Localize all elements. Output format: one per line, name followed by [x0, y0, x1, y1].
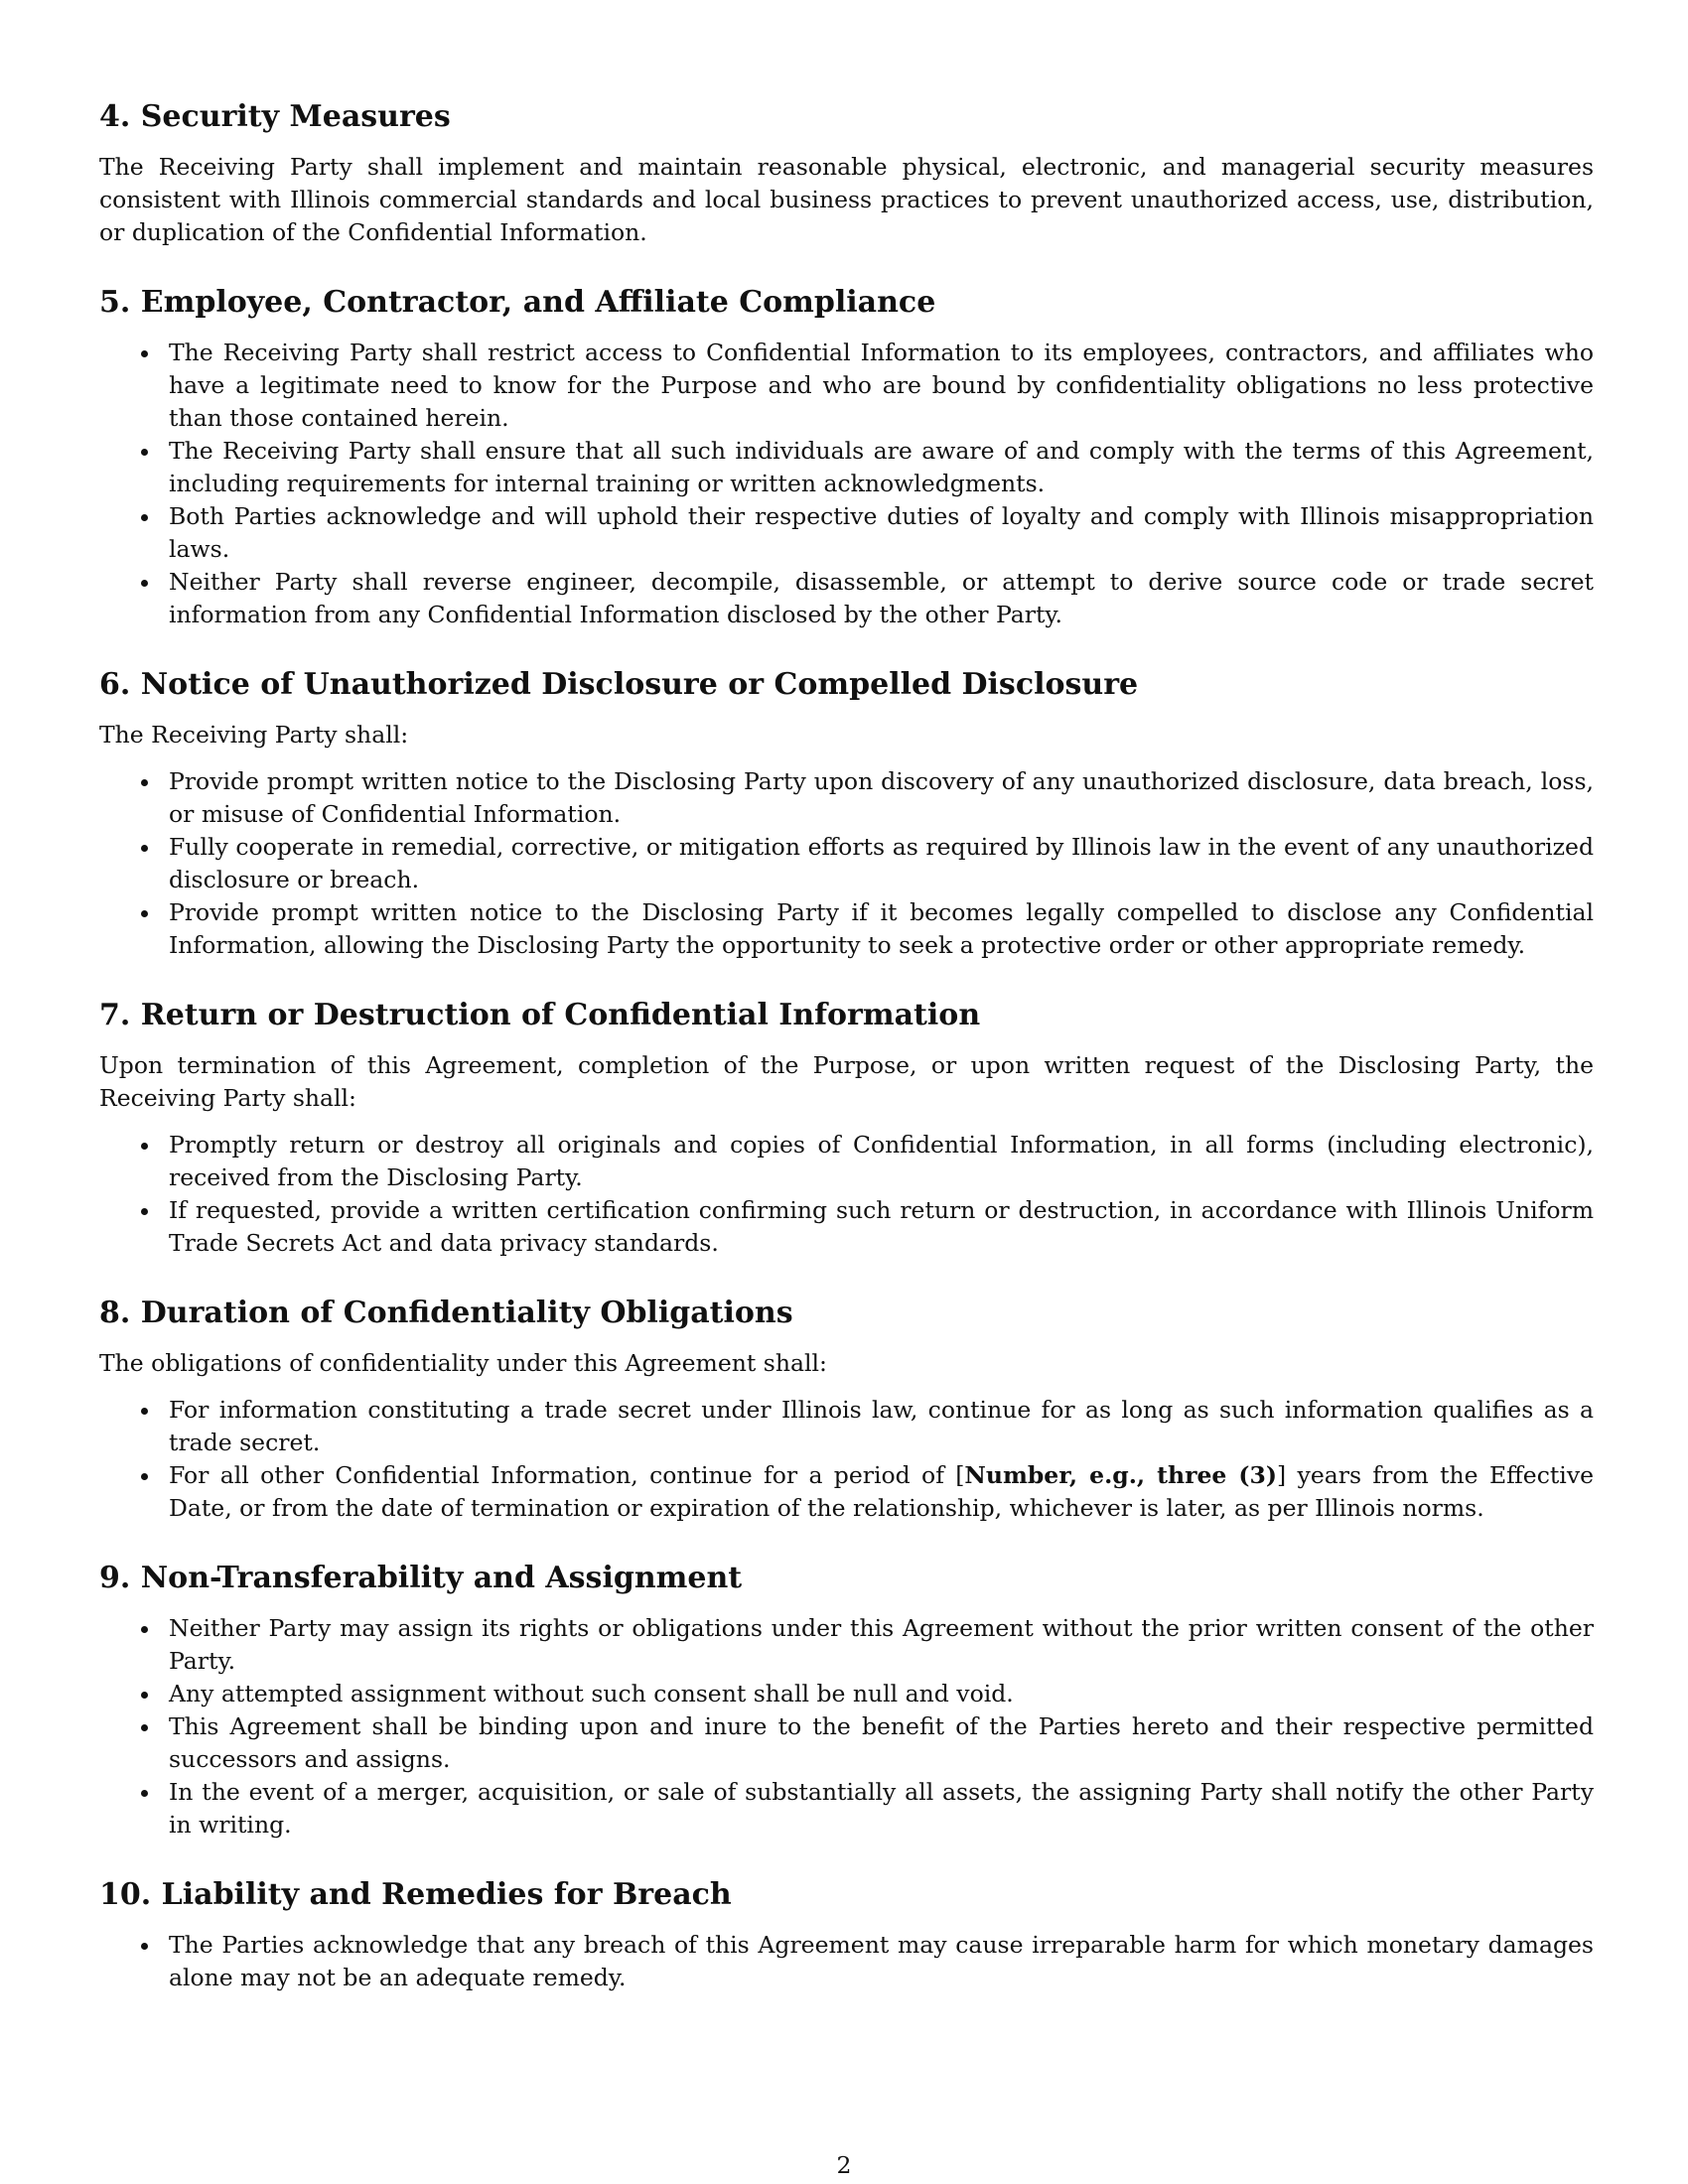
section-paragraph: The Receiving Party shall:	[99, 721, 409, 749]
section-duration-of-obligations	[99, 1296, 1594, 1525]
section-heading: 7. Return or Destruction of Confidential Information	[99, 998, 981, 1032]
section-heading: 4. Security Measures	[99, 99, 451, 134]
list-item: Provide prompt written notice to the Disclosing Party if it becomes legally compelled to disclose any Confidential Information, allowing the Disclosing Party the opportunity to seek a protective order or other appropriate remedy.	[99, 896, 1594, 962]
bullet-list	[99, 1612, 1594, 1842]
section-heading: 9. Non-Transferability and Assignment	[99, 1561, 743, 1595]
list-item: Any attempted assignment without such consent shall be null and void.	[99, 1678, 1594, 1710]
bullet-list	[99, 765, 1594, 962]
page-number: 2	[836, 2151, 852, 2179]
section-heading: 10. Liability and Remedies for Breach	[99, 1877, 732, 1912]
section-non-transferability	[99, 1561, 1594, 1842]
section-paragraph: The obligations of confidentiality under this Agreement shall:	[99, 1349, 827, 1377]
section-security-measures	[99, 99, 1594, 249]
section-paragraph: Upon termination of this Agreement, completion of the Purpose, or upon written request of the Disclosing Party, the Receiving Party shall:	[99, 1051, 1594, 1112]
list-item: Promptly return or destroy all originals and copies of Confidential Information, in all forms (including electronic), received from the Disclosing Party.	[99, 1129, 1594, 1194]
list-item: Both Parties acknowledge and will uphold their respective duties of loyalty and comply with Illinois misappropriation laws.	[99, 500, 1594, 566]
list-item-text-before: For all other Confidential Information, continue for a period of [	[169, 1461, 965, 1489]
list-item: The Receiving Party shall restrict access to Confidential Information to its employees, contractors, and affiliates who have a legitimate need to know for the Purpose and who are bound by confidentiality obligations no less protective than those contained herein.	[99, 337, 1594, 435]
list-item: For information constituting a trade secret under Illinois law, continue for as long as such information qualifies as a trade secret.	[99, 1394, 1594, 1459]
list-item: Neither Party shall reverse engineer, decompile, disassemble, or attempt to derive source code or trade secret information from any Confidential Information disclosed by the other Party.	[99, 566, 1594, 631]
list-item: Provide prompt written notice to the Disclosing Party upon discovery of any unauthorized disclosure, data breach, loss, or misuse of Confidential Information.	[99, 765, 1594, 831]
document-page	[99, 99, 1594, 2030]
section-heading: 6. Notice of Unauthorized Disclosure or Compelled Disclosure	[99, 667, 1139, 702]
bullet-list	[99, 1394, 1594, 1525]
section-liability-and-remedies	[99, 1877, 1594, 1994]
list-item: If requested, provide a written certification confirming such return or destruction, in accordance with Illinois Uniform Trade Secrets Act and data privacy standards.	[99, 1194, 1594, 1260]
list-item: Neither Party may assign its rights or obligations under this Agreement without the prior written consent of the other Party.	[99, 1612, 1594, 1678]
section-return-or-destruction	[99, 998, 1594, 1260]
section-heading: 8. Duration of Confidentiality Obligations	[99, 1296, 793, 1330]
placeholder-number: Number, e.g., three (3)	[964, 1461, 1278, 1489]
section-heading: 5. Employee, Contractor, and Affiliate Compliance	[99, 285, 936, 320]
list-item: The Receiving Party shall ensure that all such individuals are aware of and comply with the terms of this Agreement, including requirements for internal training or written acknowledgments.	[99, 435, 1594, 500]
section-employee-contractor-affiliate-compliance	[99, 285, 1594, 631]
bullet-list	[99, 337, 1594, 631]
section-notice-of-disclosure	[99, 667, 1594, 962]
list-item: In the event of a merger, acquisition, or sale of substantially all assets, the assigning Party shall notify the other Party in writing.	[99, 1776, 1594, 1842]
list-item: Fully cooperate in remedial, corrective, or mitigation efforts as required by Illinois law in the event of any unauthorized disclosure or breach.	[99, 831, 1594, 896]
list-item-with-placeholder	[99, 1459, 1594, 1525]
list-item-text-after: ] years from the Effective Date, or from the date of termination or expiration of the relationship, whichever is later, as per Illinois norms.	[169, 1461, 1595, 1522]
bullet-list	[99, 1929, 1594, 1994]
list-item: The Parties acknowledge that any breach of this Agreement may cause irreparable harm for which monetary damages alone may not be an adequate remedy.	[99, 1929, 1594, 1994]
bullet-list	[99, 1129, 1594, 1260]
section-paragraph: The Receiving Party shall implement and maintain reasonable physical, electronic, and managerial security measures consistent with Illinois commercial standards and local business practices to prevent unauthorized access, use, distribution, or duplication of the Confidential Information.	[99, 153, 1594, 246]
list-item: This Agreement shall be binding upon and inure to the benefit of the Parties hereto and their respective permitted successors and assigns.	[99, 1710, 1594, 1776]
